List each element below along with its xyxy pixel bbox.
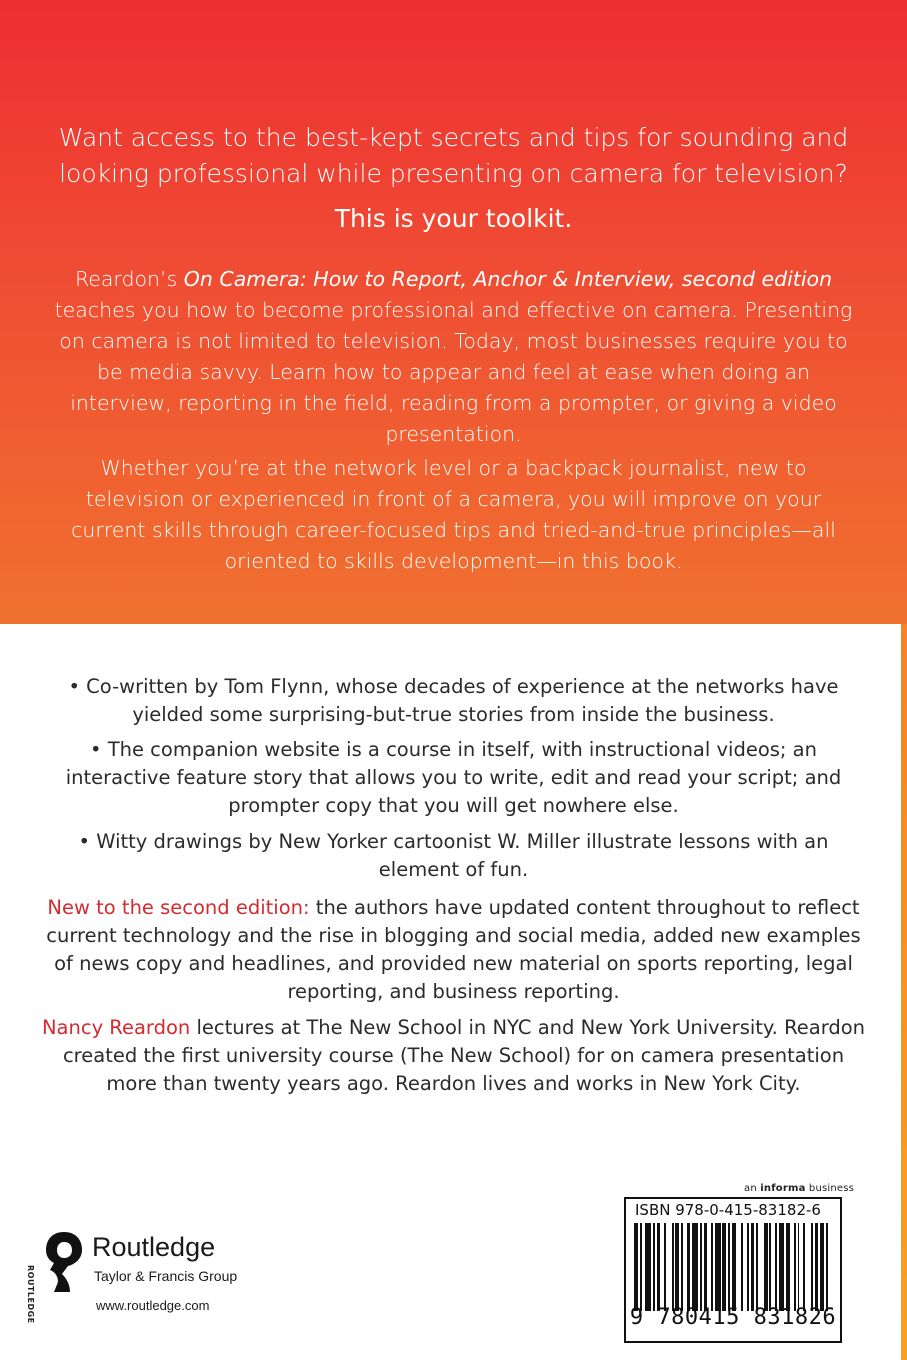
routledge-logo-icon <box>44 1230 84 1294</box>
informa-suffix: business <box>805 1183 855 1194</box>
informa-prefix: an <box>744 1183 761 1194</box>
bullet-drawings: • Witty drawings by New Yorker cartoonist W. Miller illustrate lessons with an element of fun. <box>78 830 829 881</box>
barcode-bar <box>828 1223 832 1311</box>
intro-paragraph <box>50 264 857 450</box>
second-paragraph: Whether you’re at the network level or a backpack journalist, new to television or experienced in front of a camera, you will improve on your current skills through career-focused tips and tried-and-true principles—all oriented to skills development—in this book. <box>71 456 836 573</box>
routledge-vertical-text: ROUTLEDGE <box>26 1265 35 1324</box>
bullet-coauthor: • Co-written by Tom Flynn, whose decades of experience at the networks have yielded some surprising-but-true stories from inside the business. <box>68 675 839 726</box>
author-bio <box>40 1014 867 1098</box>
barcode-digits: 9 780415 831826 <box>629 1305 837 1330</box>
author-name: Nancy Reardon <box>41 1016 191 1039</box>
isbn-label: ISBN 978-0-415-83182-6 <box>635 1201 821 1219</box>
toolkit-line: This is your toolkit. <box>334 204 573 233</box>
book-title: On Camera: How to Report, Anchor & Interview, second edition <box>183 267 833 291</box>
author-text: lectures at The New School in NYC and New York University. Reardon created the first university course (The New School) for on camera presentation more than twenty years ago. Reardon lives and works in New York City. <box>62 1016 866 1095</box>
lead-question: Want access to the best-kept secrets and tips for sounding and looking professional while presenting on camera for television? <box>58 123 849 188</box>
new-edition-text: the authors have updated content throughout to reflect current technology and the rise in blogging and social media, added new examples of news copy and headlines, and provided new material on sports reporting, legal reporting, and business reporting. <box>46 896 861 1003</box>
publisher-group: Taylor & Francis Group <box>94 1268 238 1284</box>
isbn-barcode-box <box>624 1197 842 1343</box>
intro-prefix: Reardon’s <box>74 267 184 291</box>
informa-bold: informa <box>760 1183 806 1194</box>
new-edition-label: New to the second edition: <box>47 896 310 919</box>
publisher-name: Routledge <box>92 1232 216 1262</box>
informa-business-line <box>744 1183 854 1194</box>
intro-rest: teaches you how to become professional and effective on camera. Presenting on camera is not limited to television. Today, most businesses require you to be media savvy. Learn how to appear and feel at ease when doing an interview, reporting in the field, reading from a prompter, or giving a video presentation. <box>54 298 853 446</box>
right-accent-bar <box>901 624 907 1360</box>
bullet-website: • The companion website is a course in itself, with instructional videos; an interactive feature story that allows you to write, edit and read your script; and prompter copy that you will get nowhere else. <box>65 738 842 817</box>
cover-top-panel <box>0 0 907 624</box>
publisher-url[interactable]: www.routledge.com <box>96 1298 210 1313</box>
new-edition-paragraph <box>40 894 867 1006</box>
barcode-icon <box>634 1223 832 1311</box>
